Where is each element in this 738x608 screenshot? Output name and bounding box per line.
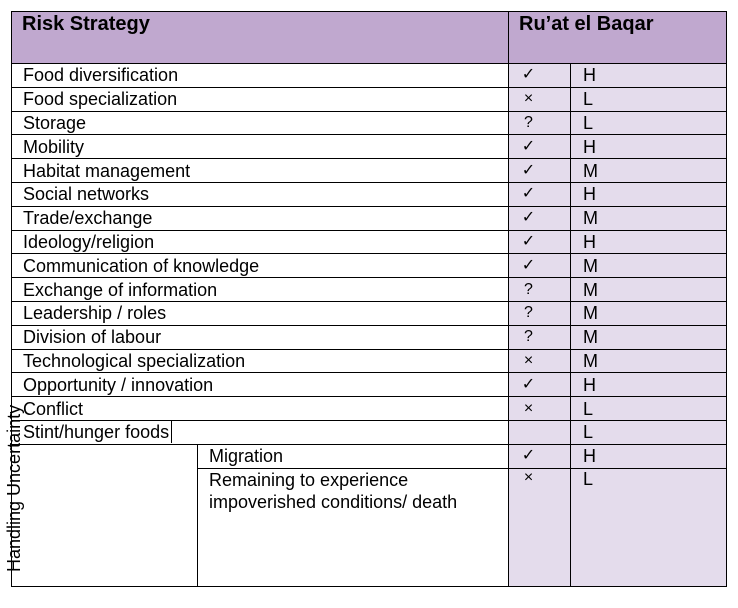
level-value: M — [571, 349, 727, 373]
strategy-cell: Leadership / roles — [12, 301, 509, 325]
level-value: H — [571, 444, 727, 468]
presence-mark: ✓ — [509, 182, 571, 206]
presence-mark: × — [509, 468, 571, 586]
table-row — [12, 87, 727, 111]
header-site: Ru’at el Baqar — [509, 12, 727, 64]
level-value: L — [571, 111, 727, 135]
table-row — [12, 111, 727, 135]
table-row — [12, 420, 727, 444]
presence-mark: ✓ — [509, 373, 571, 397]
presence-mark: ? — [509, 301, 571, 325]
strategy-cell: Remaining to experience impoverished conditions/ death — [198, 468, 509, 586]
table-row — [12, 325, 727, 349]
strategy-cell: Habitat management — [12, 159, 509, 183]
presence-mark: ? — [509, 278, 571, 302]
table-row — [12, 206, 727, 230]
presence-mark: × — [509, 349, 571, 373]
presence-mark: ? — [509, 111, 571, 135]
presence-mark: ✓ — [509, 64, 571, 88]
presence-mark: ? — [509, 325, 571, 349]
presence-mark: × — [509, 397, 571, 421]
level-value: M — [571, 278, 727, 302]
strategy-cell: Food diversification — [12, 64, 509, 88]
table-row — [12, 230, 727, 254]
table-row — [12, 397, 727, 421]
strategy-cell: Social networks — [12, 182, 509, 206]
strategy-cell: Mobility — [12, 135, 509, 159]
header-risk-strategy: Risk Strategy — [12, 12, 509, 64]
level-value: L — [571, 397, 727, 421]
strategy-cell: Food specialization — [12, 87, 509, 111]
strategy-cell: Division of labour — [12, 325, 509, 349]
presence-mark: ✓ — [509, 444, 571, 468]
level-value: M — [571, 206, 727, 230]
presence-mark — [509, 420, 571, 444]
presence-mark: ✓ — [509, 159, 571, 183]
table-row — [12, 135, 727, 159]
level-value: M — [571, 159, 727, 183]
table-row — [12, 373, 727, 397]
table-row — [12, 278, 727, 302]
strategy-cell: Opportunity / innovation — [12, 373, 509, 397]
level-value: L — [571, 420, 727, 444]
group-label: Handling Uncertainty — [4, 404, 24, 572]
level-value: M — [571, 325, 727, 349]
level-value: H — [571, 135, 727, 159]
presence-mark: ✓ — [509, 135, 571, 159]
level-value: M — [571, 301, 727, 325]
strategy-cell: Trade/exchange — [12, 206, 509, 230]
level-value: H — [571, 182, 727, 206]
level-value: H — [571, 230, 727, 254]
level-value: L — [571, 87, 727, 111]
presence-mark: ✓ — [509, 254, 571, 278]
table-row — [12, 254, 727, 278]
level-value: M — [571, 254, 727, 278]
strategy-cell: Technological specialization — [12, 349, 509, 373]
strategy-cell: Exchange of information — [12, 278, 509, 302]
table-header-row — [12, 12, 727, 64]
presence-mark: ✓ — [509, 206, 571, 230]
strategy-cell — [12, 420, 509, 444]
presence-mark: × — [509, 87, 571, 111]
risk-strategy-table — [4, 11, 727, 587]
table-row — [12, 159, 727, 183]
strategy-cell: Migration — [198, 444, 509, 468]
level-value: L — [571, 468, 727, 586]
table-row — [12, 182, 727, 206]
table-row — [12, 301, 727, 325]
level-value: H — [571, 373, 727, 397]
strategy-cell: Conflict — [12, 397, 509, 421]
strategy-cell: Communication of knowledge — [12, 254, 509, 278]
strategy-label: Stint/hunger foods — [23, 421, 172, 443]
presence-mark: ✓ — [509, 230, 571, 254]
table-row — [12, 64, 727, 88]
table-row — [12, 349, 727, 373]
table-row — [12, 444, 727, 468]
strategy-cell: Ideology/religion — [12, 230, 509, 254]
level-value: H — [571, 64, 727, 88]
strategy-cell: Storage — [12, 111, 509, 135]
